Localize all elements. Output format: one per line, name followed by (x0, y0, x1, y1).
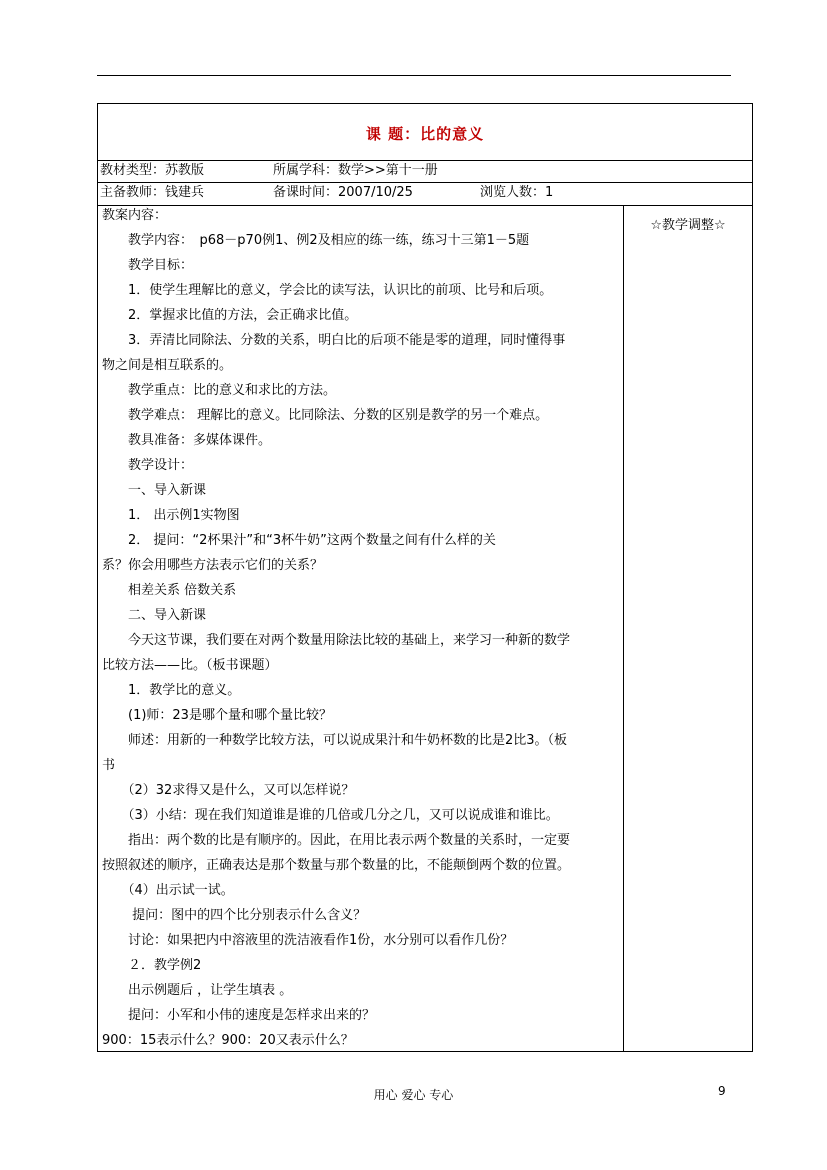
content-line: 2．掌握求比值的方法，会正确求比值。 (102, 308, 358, 323)
title-row (98, 104, 752, 161)
page-number: 9 (718, 1084, 726, 1098)
content-line: 书 (102, 758, 116, 773)
content-line: 2． 提问：“2杯果汁”和“3杯牛奶”这两个数量之间有什么样的关 (102, 533, 496, 548)
row-divider (98, 205, 752, 206)
content-line: 教学难点： 理解比的意义。比同除法、分数的区别是教学的另一个难点。 (102, 408, 549, 423)
teacher: 主备教师：钱建兵 (100, 185, 205, 200)
content-line: 教学目标： (102, 258, 194, 273)
adjustment-heading: ☆教学调整☆ (650, 218, 726, 233)
content-line: 比较方法——比。（板书课题） (102, 658, 278, 673)
content-line: 系？你会用哪些方法表示它们的关系？ (102, 558, 324, 573)
content-line: 出示例题后 ，让学生填表 。 (102, 983, 293, 998)
content-line: 按照叙述的顺序，正确表达是那个数量与那个数量的比，不能颠倒两个数的位置。 (102, 858, 571, 873)
textbook-type: 教材类型：苏教版 (100, 163, 205, 178)
prep-time: 备课时间：2007/10/25 (273, 185, 413, 200)
content-line: 师述：用新的一种数学比较方法，可以说成果汁和牛奶杯数的比是2比3。（板 (102, 733, 568, 748)
content-line: 指出：两个数的比是有顺序的。因此，在用比表示两个数量的关系时，一定要 (102, 833, 571, 848)
content-line: 教学重点：比的意义和求比的方法。 (102, 383, 337, 398)
content-line: 3．弄清比同除法、分数的关系，明白比的后项不能是零的道理，同时懂得事 (102, 333, 566, 348)
row-divider (98, 182, 752, 183)
content-line: （3）小结：现在我们知道谁是谁的几倍或几分之几，又可以说成谁和谁比。 (102, 808, 559, 823)
content-line: 教具准备：多媒体课件。 (102, 433, 272, 448)
footer-motto: 用心 爱心 专心 (373, 1088, 454, 1102)
content-line: 1． 出示例1实物图 (102, 508, 240, 523)
content-line: ２．教学例2 (102, 958, 202, 973)
content-line: 一、导入新课 (102, 483, 207, 498)
content-line: 二、导入新课 (102, 608, 207, 623)
header-rule (97, 75, 731, 76)
content-line: (1)师：23是哪个量和哪个量比较？ (102, 708, 332, 723)
content-line: 教学内容： p68－p70例1、例2及相应的练一练，练习十三第1－5题 (102, 233, 530, 248)
content-line: （2）32求得又是什么，又可以怎样说？ (102, 783, 355, 798)
content-line: 物之间是相互联系的。 (102, 358, 233, 373)
lesson-plan-table (97, 103, 753, 1052)
content-line: 教案内容： (102, 208, 168, 223)
column-divider (623, 206, 624, 1051)
subject: 所属学科：数学>>第十一册 (273, 163, 438, 178)
content-line: 教学设计： (102, 458, 194, 473)
content-line: 1．使学生理解比的意义，学会比的读写法，认识比的前项、比号和后项。 (102, 283, 553, 298)
content-line: 提问：图中的四个比分别表示什么含义？ (102, 908, 367, 923)
content-line: 1．教学比的意义。 (102, 683, 241, 698)
content-line: 900：15表示什么？900：20又表示什么？ (102, 1033, 354, 1048)
page-title: 课 题：比的意义 (365, 125, 485, 143)
content-line: 提问：小军和小伟的速度是怎样求出来的？ (102, 1008, 376, 1023)
content-line: 今天这节课，我们要在对两个数量用除法比较的基础上，来学习一种新的数学 (102, 633, 571, 648)
views-count: 浏览人数：1 (480, 185, 554, 200)
content-line: 相差关系 倍数关系 (102, 583, 237, 598)
content-line: （4）出示试一试。 (102, 883, 234, 898)
content-line: 讨论：如果把内中溶液里的洗洁液看作1份，水分别可以看作几份？ (102, 933, 514, 948)
